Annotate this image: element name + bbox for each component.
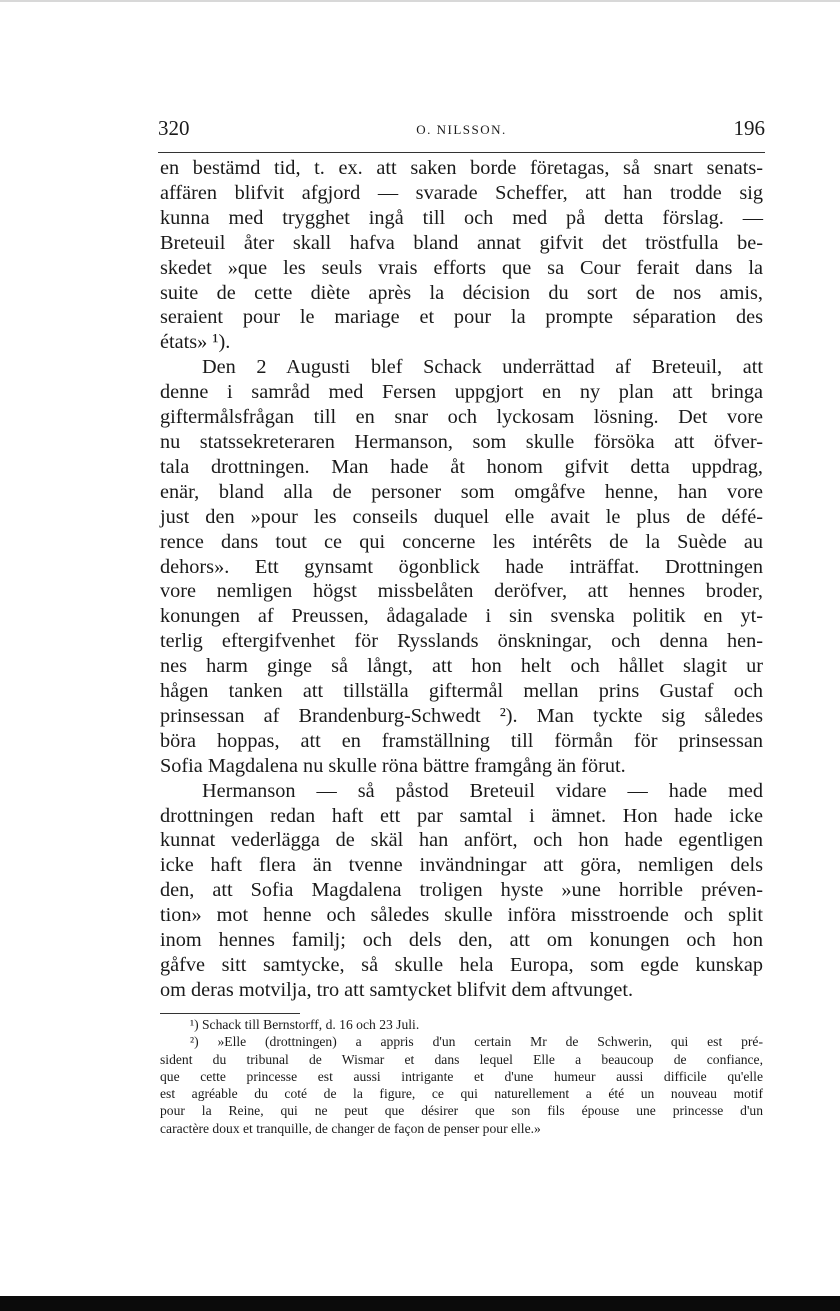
text-line: dehors». Ett gynsamt ögonblick hade inträffat. Drottningen — [160, 555, 763, 578]
text-line: vore nemligen högst missbelåten deröfver, att hennes broder, — [160, 580, 763, 603]
text-line: Hermanson — så påstod Breteuil vidare — hade med — [202, 779, 763, 802]
footnote-rule — [160, 1013, 300, 1014]
text-line: Sofia Magdalena nu skulle röna bättre framgång än förut. — [160, 754, 626, 777]
text-line: böra hoppas, att en framställning till förmån för prinsessan — [160, 729, 763, 752]
text-line: nu statssekreteraren Hermanson, som skulle försöka att öfver- — [160, 430, 763, 453]
page-number-right: 196 — [733, 116, 765, 140]
footnote-line: que cette princesse est aussi intrigante et d'une humeur aussi difficile qu'elle — [160, 1068, 763, 1084]
text-line: icke haft flera än tvenne invändningar att göra, nemligen dels — [160, 854, 763, 877]
text-line: Den 2 Augusti blef Schack underrättad af Breteuil, att — [202, 356, 763, 379]
text-line: drottningen redan haft ett par samtal i ämnet. Hon hade icke — [160, 804, 763, 827]
text-line: den, att Sofia Magdalena troligen hyste »une horrible préven- — [160, 879, 763, 902]
text-line: skedet »que les seuls vrais efforts que sa Cour ferait dans la — [160, 256, 763, 279]
page-header — [158, 116, 765, 146]
text-line: affären blifvit afgjord — svarade Scheffer, att han trodde sig — [160, 181, 763, 204]
text-line: enär, bland alla de personer som omgåfve henne, han vore — [160, 480, 763, 503]
text-line: états» ¹). — [160, 331, 231, 354]
text-line: kunnat vederlägga de skäl han anfört, och hon hade egentligen — [160, 829, 763, 852]
text-line: seraient pour le mariage et pour la prompte séparation des — [160, 306, 763, 329]
text-line: inom hennes familj; och dels den, att om konungen och hon — [160, 929, 763, 952]
footnote-line: est agréable du coté de la figure, ce qui naturellement a été un nouveau motif — [160, 1086, 763, 1102]
text-line: prinsessan af Brandenburg-Schwedt ²). Man tyckte sig således — [160, 704, 763, 727]
footnote-line: pour la Reine, qui ne peut que désirer que son fils épouse une princesse d'un — [160, 1103, 763, 1119]
text-line: denne i samråd med Fersen uppgjort en ny plan att bringa — [160, 381, 763, 404]
text-line: just den »pour les conseils duquel elle avait le plus de défé- — [160, 505, 763, 528]
text-line: rence dans tout ce qui concerne les intérêts de la Suède au — [160, 530, 763, 553]
text-line: tala drottningen. Man hade åt honom gifvit detta uppdrag, — [160, 455, 763, 478]
footnotes — [160, 1016, 763, 1137]
text-line: kunna med trygghet ingå till och med på detta förslag. — — [160, 206, 763, 229]
scan-top-edge — [0, 0, 840, 2]
text-line: gåfve sitt samtycke, så skulle hela Europa, som egde kunskap — [160, 954, 763, 976]
scan-bottom-edge — [0, 1296, 840, 1311]
text-line: nes harm ginge så långt, att hon helt och hållet slagit ur — [160, 655, 763, 678]
text-line: en bestämd tid, t. ex. att saken borde företagas, så snart senats- — [160, 157, 763, 179]
footnote-line: ¹) Schack till Bernstorff, d. 16 och 23 Juli. — [190, 1017, 420, 1032]
page-number-left: 320 — [158, 116, 190, 140]
running-title: O. NILSSON. — [416, 122, 507, 137]
text-line: tion» mot henne och således skulle införa misstroende och split — [160, 904, 763, 927]
text-line: suite de cette diète après la décision du sort de nos amis, — [160, 281, 763, 304]
header-rule — [158, 152, 765, 153]
text-line: hågen tanken att tillställa giftermål mellan prins Gustaf och — [160, 680, 763, 703]
text-line: giftermålsfrågan till en snar och lyckosam lösning. Det vore — [160, 406, 763, 429]
footnote-line: caractère doux et tranquille, de changer de façon de penser pour elle.» — [160, 1120, 541, 1136]
text-line: konungen af Preussen, ådagalade i sin svenska politik en yt- — [160, 605, 763, 628]
text-line: terlig eftergifvenhet för Rysslands önskningar, och denna hen- — [160, 630, 763, 653]
text-line: Breteuil åter skall hafva bland annat gifvit det tröstfulla be- — [160, 231, 763, 254]
text-line: om deras motvilja, tro att samtycket blifvit dem aftvunget. — [160, 978, 634, 1001]
body-text — [160, 156, 763, 1003]
footnote-line: sident du tribunal de Wismar et dans lequel Elle a beaucoup de confiance, — [160, 1051, 763, 1067]
footnote-line: ²) »Elle (drottningen) a appris d'un certain Mr de Schwerin, qui est pré- — [190, 1034, 763, 1050]
